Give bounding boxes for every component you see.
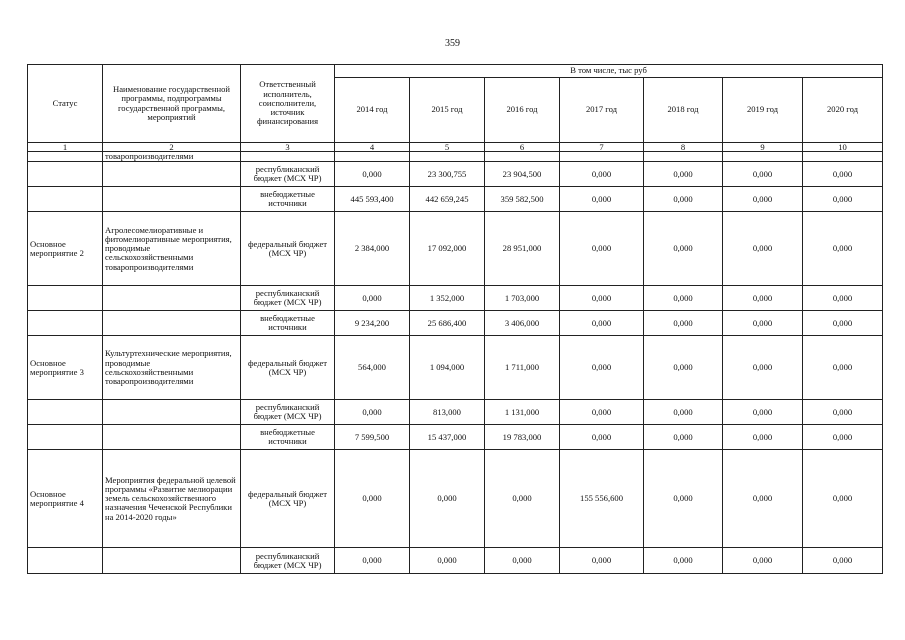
- name-cell: [103, 548, 241, 574]
- header-year: 2015 год: [410, 78, 485, 143]
- source-cell: республиканский бюджет (МСХ ЧР): [241, 162, 335, 187]
- name-cell: Культуртехнические мероприятия, проводимые сельскохозяйственными товаропроизводителями: [103, 336, 241, 400]
- value-cell: 0,000: [803, 187, 883, 212]
- value-cell: 0,000: [723, 162, 803, 187]
- value-cell: 0,000: [723, 187, 803, 212]
- page-number: 359: [445, 38, 460, 49]
- value-cell: 7 599,500: [335, 425, 410, 450]
- source-cell: [241, 152, 335, 162]
- header-year: 2017 год: [560, 78, 644, 143]
- value-cell: 23 300,755: [410, 162, 485, 187]
- name-cell: [103, 187, 241, 212]
- value-cell: [803, 152, 883, 162]
- value-cell: 0,000: [335, 286, 410, 311]
- value-cell: 0,000: [803, 162, 883, 187]
- name-cell: товаропроизводителями: [103, 152, 241, 162]
- column-number: 4: [335, 143, 410, 152]
- value-cell: 0,000: [644, 212, 723, 286]
- name-cell: [103, 162, 241, 187]
- value-cell: 0,000: [335, 400, 410, 425]
- value-cell: 0,000: [335, 450, 410, 548]
- column-number: 7: [560, 143, 644, 152]
- value-cell: 1 094,000: [410, 336, 485, 400]
- value-cell: 0,000: [560, 425, 644, 450]
- value-cell: 1 703,000: [485, 286, 560, 311]
- header-row: [28, 65, 883, 78]
- value-cell: 25 686,400: [410, 311, 485, 336]
- value-cell: 359 582,500: [485, 187, 560, 212]
- status-cell: Основное мероприятие 2: [28, 212, 103, 286]
- status-cell: [28, 400, 103, 425]
- value-cell: 0,000: [560, 286, 644, 311]
- table-row: [28, 152, 883, 162]
- value-cell: 0,000: [803, 548, 883, 574]
- value-cell: 1 352,000: [410, 286, 485, 311]
- value-cell: 0,000: [803, 336, 883, 400]
- value-cell: 0,000: [723, 336, 803, 400]
- column-number: 10: [803, 143, 883, 152]
- value-cell: [410, 152, 485, 162]
- source-cell: федеральный бюджет (МСХ ЧР): [241, 450, 335, 548]
- status-cell: Основное мероприятие 4: [28, 450, 103, 548]
- column-number: 3: [241, 143, 335, 152]
- source-cell: федеральный бюджет (МСХ ЧР): [241, 336, 335, 400]
- value-cell: 3 406,000: [485, 311, 560, 336]
- source-cell: внебюджетные источники: [241, 187, 335, 212]
- value-cell: 0,000: [644, 548, 723, 574]
- value-cell: 0,000: [560, 212, 644, 286]
- value-cell: 0,000: [335, 162, 410, 187]
- status-cell: [28, 425, 103, 450]
- value-cell: 564,000: [335, 336, 410, 400]
- status-cell: [28, 286, 103, 311]
- value-cell: 23 904,500: [485, 162, 560, 187]
- source-cell: республиканский бюджет (МСХ ЧР): [241, 286, 335, 311]
- table-row: [28, 400, 883, 425]
- name-cell: [103, 286, 241, 311]
- value-cell: 0,000: [723, 450, 803, 548]
- name-cell: [103, 400, 241, 425]
- name-cell: [103, 311, 241, 336]
- header-executor: Ответственный исполнитель, соисполнители, источник финансирования: [241, 65, 335, 143]
- value-cell: 0,000: [723, 286, 803, 311]
- value-cell: [723, 152, 803, 162]
- status-cell: [28, 152, 103, 162]
- value-cell: 0,000: [803, 212, 883, 286]
- value-cell: 0,000: [644, 187, 723, 212]
- column-number: 6: [485, 143, 560, 152]
- value-cell: 15 437,000: [410, 425, 485, 450]
- value-cell: 2 384,000: [335, 212, 410, 286]
- value-cell: 0,000: [560, 311, 644, 336]
- column-number: 5: [410, 143, 485, 152]
- column-number-row: [28, 143, 883, 152]
- value-cell: [644, 152, 723, 162]
- header-group: В том числе, тыс руб: [335, 65, 883, 78]
- value-cell: 0,000: [644, 450, 723, 548]
- value-cell: [485, 152, 560, 162]
- status-cell: [28, 187, 103, 212]
- value-cell: 813,000: [410, 400, 485, 425]
- column-number: 9: [723, 143, 803, 152]
- value-cell: [335, 152, 410, 162]
- header-year: 2020 год: [803, 78, 883, 143]
- source-cell: внебюджетные источники: [241, 311, 335, 336]
- table-row: [28, 187, 883, 212]
- budget-table: [27, 64, 883, 574]
- value-cell: 442 659,245: [410, 187, 485, 212]
- column-number: 2: [103, 143, 241, 152]
- table-row: [28, 162, 883, 187]
- value-cell: 445 593,400: [335, 187, 410, 212]
- name-cell: Агролесомелиоративные и фитомелиоративные мероприятия, проводимые сельскохозяйственными товаропроизводителями: [103, 212, 241, 286]
- header-year: 2019 год: [723, 78, 803, 143]
- name-cell: [103, 425, 241, 450]
- value-cell: 0,000: [410, 548, 485, 574]
- name-cell: Мероприятия федеральной целевой программы «Развитие мелиорации земель сельскохозяйственного назначения Чеченской Республики на 2014-2020 годы»: [103, 450, 241, 548]
- table-row: [28, 425, 883, 450]
- value-cell: 0,000: [560, 548, 644, 574]
- value-cell: 0,000: [723, 548, 803, 574]
- value-cell: 0,000: [335, 548, 410, 574]
- value-cell: 19 783,000: [485, 425, 560, 450]
- value-cell: 0,000: [410, 450, 485, 548]
- source-cell: республиканский бюджет (МСХ ЧР): [241, 400, 335, 425]
- status-cell: [28, 548, 103, 574]
- value-cell: 0,000: [723, 400, 803, 425]
- value-cell: 0,000: [723, 212, 803, 286]
- table-row: [28, 548, 883, 574]
- table-row: [28, 311, 883, 336]
- column-number: 1: [28, 143, 103, 152]
- value-cell: 17 092,000: [410, 212, 485, 286]
- header-status: Статус: [28, 65, 103, 143]
- value-cell: 0,000: [560, 162, 644, 187]
- value-cell: 0,000: [560, 187, 644, 212]
- value-cell: 0,000: [644, 425, 723, 450]
- value-cell: 0,000: [644, 162, 723, 187]
- value-cell: 28 951,000: [485, 212, 560, 286]
- status-cell: [28, 311, 103, 336]
- value-cell: 0,000: [723, 425, 803, 450]
- source-cell: внебюджетные источники: [241, 425, 335, 450]
- table-row: [28, 286, 883, 311]
- table-row: [28, 212, 883, 286]
- value-cell: 155 556,600: [560, 450, 644, 548]
- value-cell: 0,000: [644, 336, 723, 400]
- header-year: 2016 год: [485, 78, 560, 143]
- value-cell: 0,000: [485, 450, 560, 548]
- value-cell: 9 234,200: [335, 311, 410, 336]
- value-cell: 0,000: [803, 286, 883, 311]
- status-cell: [28, 162, 103, 187]
- value-cell: 0,000: [803, 400, 883, 425]
- header-name: Наименование государственной программы, подпрограммы государственной программы, мероприятий: [103, 65, 241, 143]
- value-cell: 1 131,000: [485, 400, 560, 425]
- table-row: [28, 450, 883, 548]
- value-cell: 0,000: [560, 400, 644, 425]
- source-cell: федеральный бюджет (МСХ ЧР): [241, 212, 335, 286]
- value-cell: 0,000: [485, 548, 560, 574]
- column-number: 8: [644, 143, 723, 152]
- source-cell: республиканский бюджет (МСХ ЧР): [241, 548, 335, 574]
- value-cell: 0,000: [644, 400, 723, 425]
- table-row: [28, 336, 883, 400]
- value-cell: 1 711,000: [485, 336, 560, 400]
- value-cell: 0,000: [803, 311, 883, 336]
- value-cell: 0,000: [644, 286, 723, 311]
- value-cell: [560, 152, 644, 162]
- value-cell: 0,000: [644, 311, 723, 336]
- header-year: 2018 год: [644, 78, 723, 143]
- value-cell: 0,000: [803, 450, 883, 548]
- header-year: 2014 год: [335, 78, 410, 143]
- value-cell: 0,000: [560, 336, 644, 400]
- value-cell: 0,000: [723, 311, 803, 336]
- status-cell: Основное мероприятие 3: [28, 336, 103, 400]
- value-cell: 0,000: [803, 425, 883, 450]
